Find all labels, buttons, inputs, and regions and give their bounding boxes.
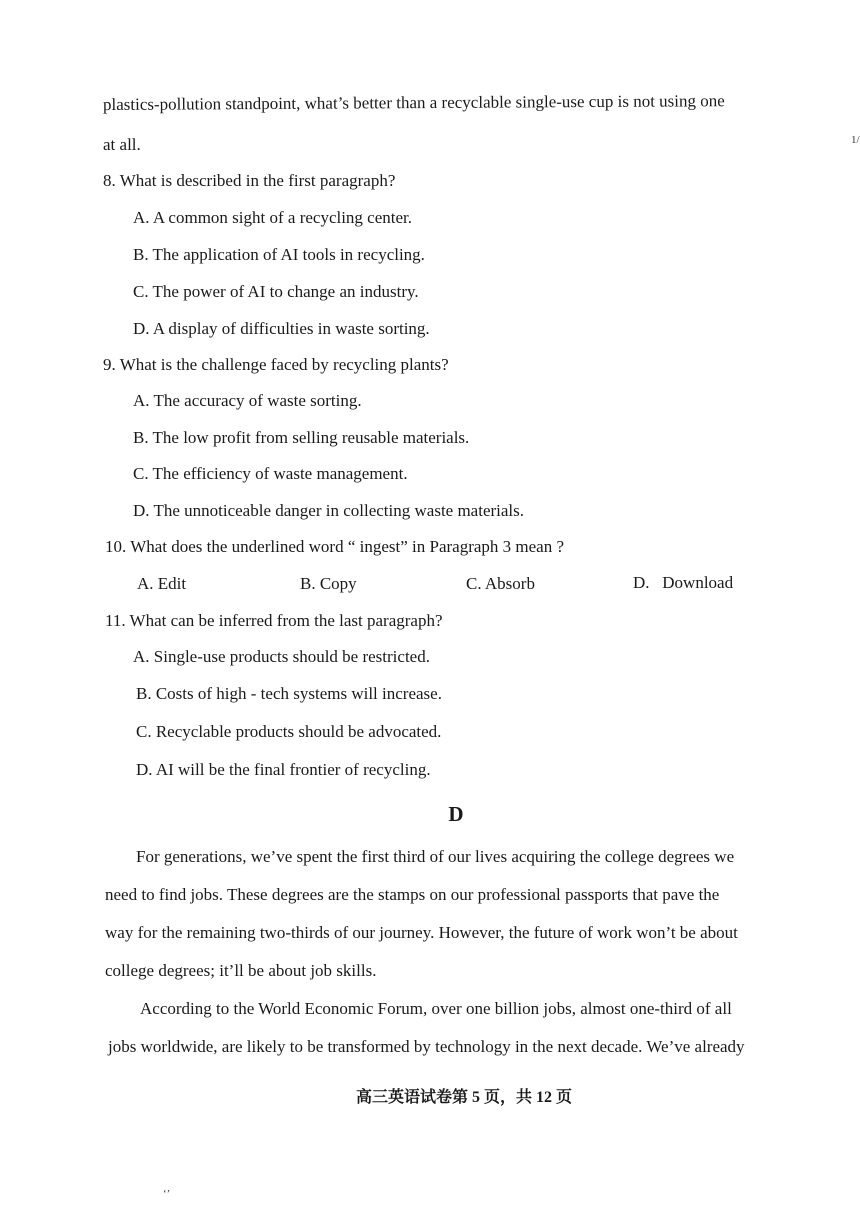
question-stem: 10. What does the underlined word “ ingest” in Paragraph 3 mean ? <box>105 537 565 556</box>
page-footer: 高三英语试卷第 5 页，共 12 页 <box>355 1089 572 1106</box>
question-option: B. Copy <box>300 574 357 593</box>
margin-mark: 1/ <box>851 134 860 146</box>
question-option: D. Download <box>633 573 734 592</box>
question-option: A. Edit <box>137 574 187 593</box>
question-option: A. The accuracy of waste sorting. <box>133 391 362 410</box>
question-stem: 11. What can be inferred from the last paragraph? <box>105 611 443 630</box>
passage-line: way for the remaining two-thirds of our journey. However, the future of work won’t be about <box>105 923 738 942</box>
passage-line: According to the World Economic Forum, over one billion jobs, almost one-third of all <box>140 999 732 1018</box>
question-option: D. A display of difficulties in waste sorting. <box>133 319 430 338</box>
question-option: B. Costs of high - tech systems will increase. <box>136 684 442 703</box>
question-option: C. The power of AI to change an industry. <box>133 282 419 301</box>
passage-line: at all. <box>103 135 141 154</box>
question-stem: 9. What is the challenge faced by recycling plants? <box>103 355 449 374</box>
section-heading: D <box>448 802 464 826</box>
passage-line: college degrees; it’ll be about job skills. <box>105 961 377 980</box>
passage-line: need to find jobs. These degrees are the stamps on our professional passports that pave the <box>105 885 720 904</box>
passage-line: For generations, we’ve spent the first third of our lives acquiring the college degrees we <box>136 847 735 866</box>
question-option: B. The low profit from selling reusable materials. <box>133 428 470 447</box>
question-option: D. AI will be the final frontier of recycling. <box>136 760 431 779</box>
question-option: D. The unnoticeable danger in collecting waste materials. <box>133 501 525 520</box>
question-option: A. Single-use products should be restricted. <box>133 647 430 666</box>
question-option: C. Recyclable products should be advocated. <box>136 722 442 741</box>
question-option: C. Absorb <box>466 574 535 593</box>
question-option: C. The efficiency of waste management. <box>133 464 408 483</box>
question-option: B. The application of AI tools in recycling. <box>133 245 425 264</box>
question-option: A. A common sight of a recycling center. <box>133 208 413 227</box>
passage-line: jobs worldwide, are likely to be transformed by technology in the next decade. We’ve already <box>108 1037 745 1056</box>
question-stem: 8. What is described in the first paragraph? <box>103 171 396 190</box>
passage-line: plastics-pollution standpoint, what’s better than a recyclable single-use cup is not using one <box>102 91 725 114</box>
margin-mark: ‘’ <box>163 1188 171 1200</box>
